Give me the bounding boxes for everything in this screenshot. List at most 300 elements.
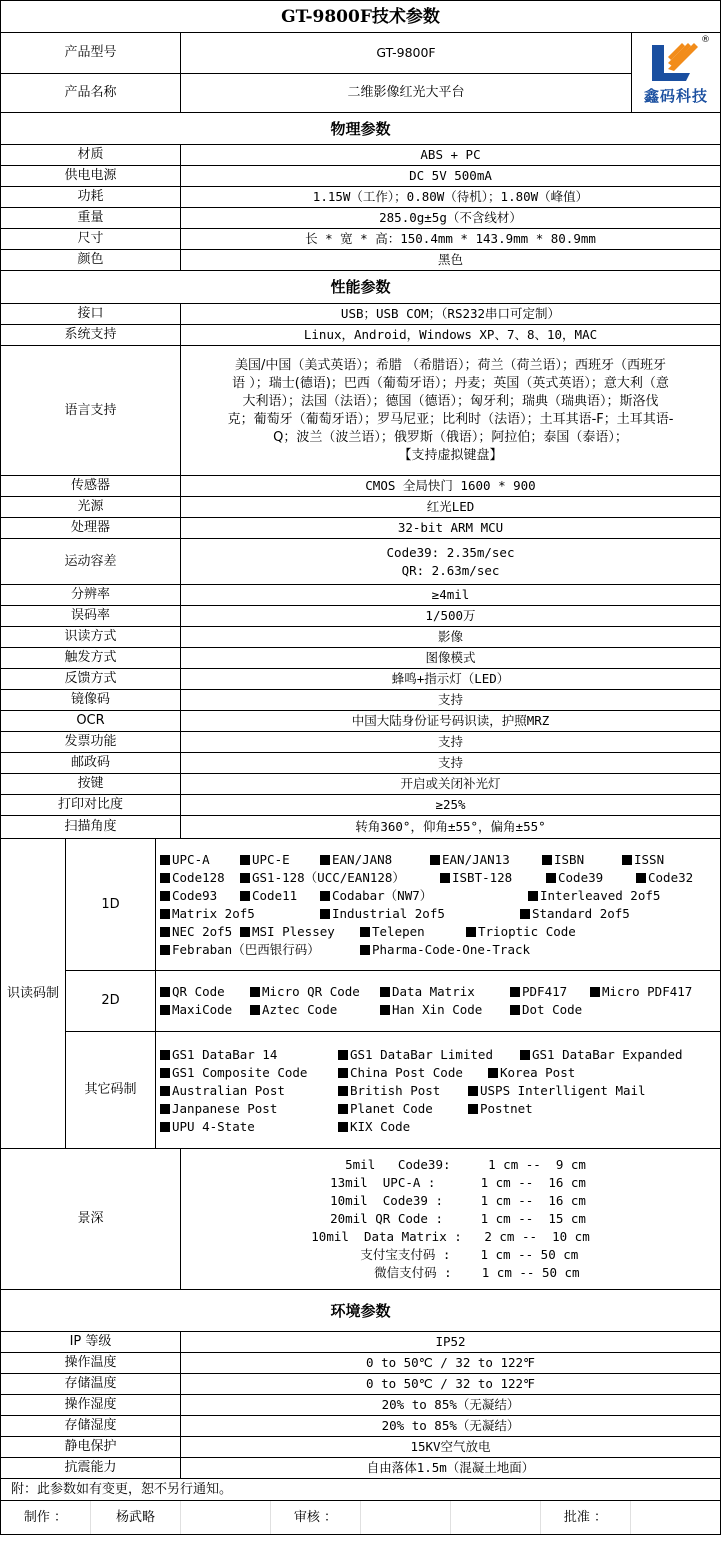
filled-square-icon	[338, 1086, 348, 1096]
filled-square-icon	[636, 873, 646, 883]
filled-square-icon	[160, 1068, 170, 1078]
filled-square-icon	[360, 945, 370, 955]
symbology-name: UPC-E	[252, 852, 290, 867]
spec-value: 中国大陆身份证号码识读，护照MRZ	[351, 713, 550, 728]
symbology-1d-list	[156, 839, 720, 970]
symbology-item	[360, 923, 466, 941]
performance-section	[1, 271, 720, 304]
symbology-item	[160, 887, 240, 905]
symbology-item	[160, 1001, 250, 1019]
product-header	[1, 33, 720, 113]
spec-row	[1, 166, 720, 187]
symbology-line	[160, 869, 716, 887]
filled-square-icon	[160, 945, 170, 955]
filled-square-icon	[590, 987, 600, 997]
spec-row	[1, 732, 720, 753]
symbology-name: GS1-128（UCC/EAN128）	[252, 870, 405, 885]
environment-title: 环境参数	[330, 1301, 391, 1320]
symbology-item	[440, 869, 546, 887]
os-label: 系统支持	[1, 325, 181, 345]
motion-line: Code39: 2.35m/sec	[386, 544, 515, 560]
symbology-name: MaxiCode	[172, 1002, 233, 1017]
symbology-line	[160, 1046, 716, 1064]
filled-square-icon	[466, 927, 476, 937]
symbology-item	[338, 1064, 488, 1082]
spec-label: 邮政码	[1, 753, 181, 773]
spec-row	[1, 229, 720, 250]
cpu-label: 处理器	[1, 518, 181, 538]
sensor-value: CMOS 全局快门 1600 * 900	[365, 478, 536, 493]
symbology-name: China Post Code	[350, 1065, 463, 1080]
depth-line: 5mil Code39: 1 cm -- 9 cm	[315, 1157, 586, 1172]
symbology-item	[160, 1064, 338, 1082]
spec-row	[1, 1458, 720, 1479]
spec-value: 支持	[437, 755, 463, 770]
symbology-name: PDF417	[522, 984, 568, 999]
spec-label: 材质	[1, 145, 181, 165]
spec-label: 抗震能力	[1, 1458, 181, 1478]
sheet-title: GT-9800F技术参数	[1, 0, 720, 33]
symbology-name: Han Xin Code	[392, 1002, 483, 1017]
spec-label: 存储湿度	[1, 1416, 181, 1436]
spec-value: ≥4mil	[431, 587, 470, 602]
symbology-item	[250, 983, 380, 1001]
angle-label: 扫描角度	[1, 816, 181, 838]
language-line: 语 ）；瑞士(德语)；巴西（葡萄牙语）；丹麦；英国（英式英语）；意大利（意	[232, 375, 669, 391]
spec-row	[1, 187, 720, 208]
symbology-item	[250, 1001, 380, 1019]
symbology-name: ISBN	[554, 852, 585, 867]
motion-line: QR: 2.63m/sec	[401, 562, 500, 578]
spec-label: 功耗	[1, 187, 181, 207]
symbology-name: Code11	[252, 888, 298, 903]
symbology-item	[320, 851, 430, 869]
symbology-name: Janpanese Post	[172, 1101, 278, 1116]
spec-label: 反馈方式	[1, 669, 181, 689]
spec-label: OCR	[1, 711, 181, 731]
filled-square-icon	[546, 873, 556, 883]
spec-label: 操作温度	[1, 1353, 181, 1373]
symbology-line	[160, 1082, 716, 1100]
symbology-1d-label: 1D	[66, 839, 156, 970]
filled-square-icon	[542, 855, 552, 865]
symbology-name: Interleaved 2of5	[540, 888, 661, 903]
filled-square-icon	[380, 987, 390, 997]
symbology-item	[466, 923, 616, 941]
symbology-name: Matrix 2of5	[172, 906, 255, 921]
depth-line: 支付宝支付码 : 1 cm -- 50 cm	[322, 1247, 579, 1262]
symbology-item	[160, 1100, 338, 1118]
spec-row	[1, 585, 720, 606]
depth-line: 微信支付码 : 1 cm -- 50 cm	[321, 1265, 580, 1280]
spec-value: DC 5V 500mA	[409, 168, 492, 183]
spec-label: 识读方式	[1, 627, 181, 647]
logo-mark-icon	[646, 39, 706, 85]
spec-row	[1, 711, 720, 732]
language-row	[1, 346, 720, 476]
depth-line: 13mil UPC-A : 1 cm -- 16 cm	[315, 1175, 586, 1190]
symbology-name: UPU 4-State	[172, 1119, 255, 1134]
language-line: 美国/中国（美式英语）；希腊 （希腊语）；荷兰（荷兰语）；西班牙（西班牙	[234, 357, 666, 373]
filled-square-icon	[240, 891, 250, 901]
symbology-block	[1, 839, 720, 1149]
motion-row	[1, 539, 720, 585]
symbology-name: Industrial 2of5	[332, 906, 445, 921]
symbology-item	[240, 923, 360, 941]
spec-row	[1, 1332, 720, 1353]
spec-label: 误码率	[1, 606, 181, 626]
symbology-item	[590, 983, 710, 1001]
spec-row	[1, 250, 720, 271]
spec-row	[1, 145, 720, 166]
performance-title: 性能参数	[330, 278, 391, 296]
language-line: 克；葡萄牙（葡萄牙语）；罗马尼亚；比利时（法语）；土耳其语-F；土耳其语-	[227, 411, 674, 427]
symbology-name: GS1 DataBar 14	[172, 1047, 278, 1062]
spec-value: 285.0g±5g（不含线材）	[379, 210, 522, 225]
filled-square-icon	[520, 909, 530, 919]
spec-value: 自由落体1.5m（混凝土地面）	[366, 1460, 535, 1475]
registered-mark: ®	[701, 35, 710, 45]
symbology-item	[320, 905, 520, 923]
symbology-name: MSI Plessey	[252, 924, 335, 939]
os-value: Linux，Android，Windows XP、7、8、10，MAC	[303, 327, 598, 342]
depth-value	[181, 1149, 720, 1289]
spec-row	[1, 1374, 720, 1395]
spec-row	[1, 753, 720, 774]
cpu-row	[1, 518, 720, 539]
spec-row	[1, 627, 720, 648]
filled-square-icon	[160, 855, 170, 865]
symbology-item	[160, 983, 250, 1001]
spec-label: 分辨率	[1, 585, 181, 605]
symbology-item	[520, 1046, 700, 1064]
physical-section	[1, 113, 720, 145]
spec-value: 0 to 50℃ / 32 to 122℉	[366, 1376, 535, 1391]
footer-note: 附：此参数如有变更，恕不另行通知。	[1, 1479, 720, 1501]
filled-square-icon	[622, 855, 632, 865]
spec-row	[1, 795, 720, 816]
sensor-row	[1, 476, 720, 497]
light-row	[1, 497, 720, 518]
spec-label: 供电电源	[1, 166, 181, 186]
symbology-item	[510, 1001, 610, 1019]
spec-value: 长 * 宽 * 高：150.4mm * 143.9mm * 80.9mm	[305, 231, 596, 246]
symbology-name: Micro QR Code	[262, 984, 360, 999]
name-value: 二维影像红光大平台	[181, 74, 632, 113]
symbology-line	[160, 983, 716, 1001]
spec-label: 操作湿度	[1, 1395, 181, 1415]
filled-square-icon	[320, 855, 330, 865]
filled-square-icon	[430, 855, 440, 865]
physical-title: 物理参数	[330, 119, 391, 138]
filled-square-icon	[160, 891, 170, 901]
symbology-item	[468, 1100, 588, 1118]
spec-value: 黑色	[437, 252, 463, 267]
filled-square-icon	[468, 1086, 478, 1096]
spec-row	[1, 1437, 720, 1458]
symbology-item	[160, 1118, 338, 1136]
filled-square-icon	[240, 873, 250, 883]
symbology-item	[380, 1001, 510, 1019]
symbology-line	[160, 887, 716, 905]
spec-row	[1, 208, 720, 229]
spec-label: 尺寸	[1, 229, 181, 249]
symbology-2d-label: 2D	[66, 971, 156, 1031]
spec-value: 20% to 85%（无凝结）	[381, 1418, 520, 1433]
symbology-item	[338, 1082, 468, 1100]
spec-value: 支持	[437, 692, 463, 707]
spec-value: ABS + PC	[420, 147, 481, 162]
symbology-name: Dot Code	[522, 1002, 583, 1017]
symbology-name: Planet Code	[350, 1101, 433, 1116]
spec-label: 静电保护	[1, 1437, 181, 1457]
symbology-name: NEC 2of5	[172, 924, 233, 939]
symbology-name: Korea Post	[500, 1065, 576, 1080]
symbology-name: ISSN	[634, 852, 665, 867]
spec-row	[1, 774, 720, 795]
symbology-other	[66, 1032, 720, 1148]
language-value	[181, 346, 720, 475]
symbology-name: ISBT-128	[452, 870, 513, 885]
spec-value: ≥25%	[435, 797, 466, 812]
spec-value: 图像模式	[425, 650, 476, 665]
spec-value: 支持	[437, 734, 463, 749]
symbology-name: Telepen	[372, 924, 425, 939]
symbology-item	[622, 851, 682, 869]
filled-square-icon	[380, 1005, 390, 1015]
language-line: 大利语）；法国（法语）；德国（德语）；匈牙利；瑞典（瑞典语）；斯洛伐	[242, 393, 659, 409]
filled-square-icon	[440, 873, 450, 883]
filled-square-icon	[160, 873, 170, 883]
filled-square-icon	[320, 909, 330, 919]
filled-square-icon	[488, 1068, 498, 1078]
symbology-item	[546, 869, 636, 887]
symbology-item	[528, 887, 678, 905]
filled-square-icon	[528, 891, 538, 901]
symbology-line	[160, 851, 716, 869]
symbology-item	[160, 923, 240, 941]
symbology-line	[160, 1100, 716, 1118]
filled-square-icon	[160, 1086, 170, 1096]
symbology-name: EAN/JAN13	[442, 852, 510, 867]
symbology-name: GS1 DataBar Limited	[350, 1047, 493, 1062]
model-label: 产品型号	[1, 33, 181, 73]
symbology-item	[488, 1064, 608, 1082]
symbology-name: USPS Interlligent Mail	[480, 1083, 646, 1098]
symbology-name: Pharma-Code-One-Track	[372, 942, 531, 957]
language-line: 【支持虚拟键盘】	[398, 447, 503, 463]
company-logo	[632, 33, 720, 112]
sensor-label: 传感器	[1, 476, 181, 496]
spec-row	[1, 606, 720, 627]
symbology-item	[338, 1100, 468, 1118]
symbology-name: EAN/JAN8	[332, 852, 393, 867]
symbology-line	[160, 1064, 716, 1082]
symbology-item	[360, 941, 560, 959]
os-row	[1, 325, 720, 346]
symbology-name: Code93	[172, 888, 218, 903]
light-label: 光源	[1, 497, 181, 517]
symbology-item	[240, 869, 440, 887]
filled-square-icon	[510, 1005, 520, 1015]
filled-square-icon	[240, 855, 250, 865]
symbology-line	[160, 905, 716, 923]
filled-square-icon	[160, 1005, 170, 1015]
symbology-item	[320, 887, 528, 905]
spec-row	[1, 690, 720, 711]
symbology-line	[160, 1118, 716, 1136]
symbology-item	[520, 905, 670, 923]
spec-label: 镜像码	[1, 690, 181, 710]
symbology-name: Data Matrix	[392, 984, 475, 999]
spec-label: 打印对比度	[1, 795, 181, 815]
symbology-name: Aztec Code	[262, 1002, 338, 1017]
symbology-other-list	[156, 1032, 720, 1148]
symbology-name: Postnet	[480, 1101, 533, 1116]
spec-label: 存储温度	[1, 1374, 181, 1394]
symbology-item	[160, 905, 320, 923]
filled-square-icon	[510, 987, 520, 997]
spec-value: IP52	[435, 1334, 466, 1349]
motion-value	[181, 539, 720, 584]
symbology-1d	[66, 839, 720, 971]
name-label: 产品名称	[1, 74, 181, 113]
depth-line: 20mil QR Code : 1 cm -- 15 cm	[315, 1211, 586, 1226]
symbology-item	[160, 1082, 338, 1100]
angle-row	[1, 816, 720, 839]
spec-row	[1, 1395, 720, 1416]
spec-label: 发票功能	[1, 732, 181, 752]
filled-square-icon	[338, 1104, 348, 1114]
symbology-item	[160, 1046, 338, 1064]
filled-square-icon	[160, 1050, 170, 1060]
cpu-value: 32-bit ARM MCU	[397, 520, 504, 535]
filled-square-icon	[160, 987, 170, 997]
made-label: 制作 ：	[1, 1501, 91, 1534]
depth-line: 10mil Data Matrix : 2 cm -- 10 cm	[311, 1229, 590, 1244]
symbology-name: British Post	[350, 1083, 441, 1098]
symbology-name: Australian Post	[172, 1083, 285, 1098]
symbology-item	[430, 851, 542, 869]
symbology-name: Standard 2of5	[532, 906, 630, 921]
filled-square-icon	[240, 927, 250, 937]
symbology-name: Code128	[172, 870, 225, 885]
spec-label: 颜色	[1, 250, 181, 270]
filled-square-icon	[338, 1068, 348, 1078]
filled-square-icon	[160, 1122, 170, 1132]
symbology-name: KIX Code	[350, 1119, 411, 1134]
symbology-item	[510, 983, 590, 1001]
depth-label: 景深	[1, 1149, 181, 1289]
symbology-item	[338, 1046, 520, 1064]
language-label: 语言支持	[1, 346, 181, 475]
filled-square-icon	[160, 909, 170, 919]
spec-label: 重量	[1, 208, 181, 228]
logo-text: 鑫码科技	[643, 87, 708, 105]
filled-square-icon	[320, 891, 330, 901]
review-label: 审核 ：	[271, 1501, 361, 1534]
spec-row	[1, 648, 720, 669]
interface-label: 接口	[1, 304, 181, 324]
environment-section	[1, 1290, 720, 1332]
filled-square-icon	[360, 927, 370, 937]
symbology-name: Micro PDF417	[602, 984, 693, 999]
spec-value: 1/500万	[425, 608, 476, 623]
spec-row	[1, 1416, 720, 1437]
interface-row	[1, 304, 720, 325]
spec-value: 1.15W（工作）；0.80W（待机）；1.80W（峰值）	[312, 189, 589, 204]
spec-value: 0 to 50℃ / 32 to 122℉	[366, 1355, 535, 1370]
symbology-item	[338, 1118, 468, 1136]
symbology-name: UPC-A	[172, 852, 210, 867]
spec-value: 蜂鸣+指示灯（LED）	[391, 671, 510, 686]
filled-square-icon	[250, 1005, 260, 1015]
symbology-name: Code39	[558, 870, 604, 885]
motion-label: 运动容差	[1, 539, 181, 584]
filled-square-icon	[160, 927, 170, 937]
symbology-item	[240, 851, 320, 869]
symbology-item	[160, 851, 240, 869]
symbology-item	[240, 887, 320, 905]
spec-value: 开启或关闭补光灯	[400, 776, 501, 791]
symbology-name: Codabar（NW7）	[332, 888, 433, 903]
symbology-item	[160, 869, 240, 887]
symbology-item	[380, 983, 510, 1001]
spec-label: 触发方式	[1, 648, 181, 668]
symbology-2d-list	[156, 971, 720, 1031]
symbology-other-label: 其它码制	[66, 1032, 156, 1148]
depth-line: 10mil Code39 : 1 cm -- 16 cm	[315, 1193, 586, 1208]
approve-label: 批准 ：	[541, 1501, 631, 1534]
symbology-2d	[66, 971, 720, 1032]
symbology-item	[160, 941, 360, 959]
symbology-label: 识读码制	[1, 839, 66, 1148]
filled-square-icon	[520, 1050, 530, 1060]
filled-square-icon	[338, 1122, 348, 1132]
symbology-name: Trioptic Code	[478, 924, 576, 939]
spec-value: 15KV空气放电	[410, 1439, 491, 1454]
symbology-name: GS1 DataBar Expanded	[532, 1047, 683, 1062]
symbology-line	[160, 923, 716, 941]
spec-value: 影像	[437, 629, 463, 644]
symbology-name: Febraban（巴西银行码）	[172, 942, 320, 957]
symbology-name: Code32	[648, 870, 694, 885]
signature-row	[1, 1501, 720, 1535]
spec-value: 20% to 85%（无凝结）	[381, 1397, 520, 1412]
symbology-line	[160, 941, 716, 959]
symbology-item	[468, 1082, 668, 1100]
interface-value: USB；USB COM；（RS232串口可定制）	[340, 306, 561, 321]
symbology-line	[160, 1001, 716, 1019]
made-name: 杨武略	[91, 1501, 181, 1534]
depth-row	[1, 1149, 720, 1290]
filled-square-icon	[468, 1104, 478, 1114]
language-line: Q；波兰（波兰语）；俄罗斯（俄语）；阿拉伯；泰国（泰语）；	[273, 429, 628, 445]
filled-square-icon	[338, 1050, 348, 1060]
filled-square-icon	[160, 1104, 170, 1114]
symbology-item	[636, 869, 716, 887]
model-value: GT-9800F	[181, 33, 632, 73]
spec-label: 按键	[1, 774, 181, 794]
spec-label: IP 等级	[1, 1332, 181, 1352]
spec-row	[1, 669, 720, 690]
light-value: 红光LED	[426, 499, 475, 514]
symbology-name: QR Code	[172, 984, 225, 999]
angle-value: 转角360°，仰角±55°，偏角±55°	[355, 819, 546, 834]
filled-square-icon	[250, 987, 260, 997]
symbology-name: GS1 Composite Code	[172, 1065, 308, 1080]
symbology-item	[542, 851, 622, 869]
